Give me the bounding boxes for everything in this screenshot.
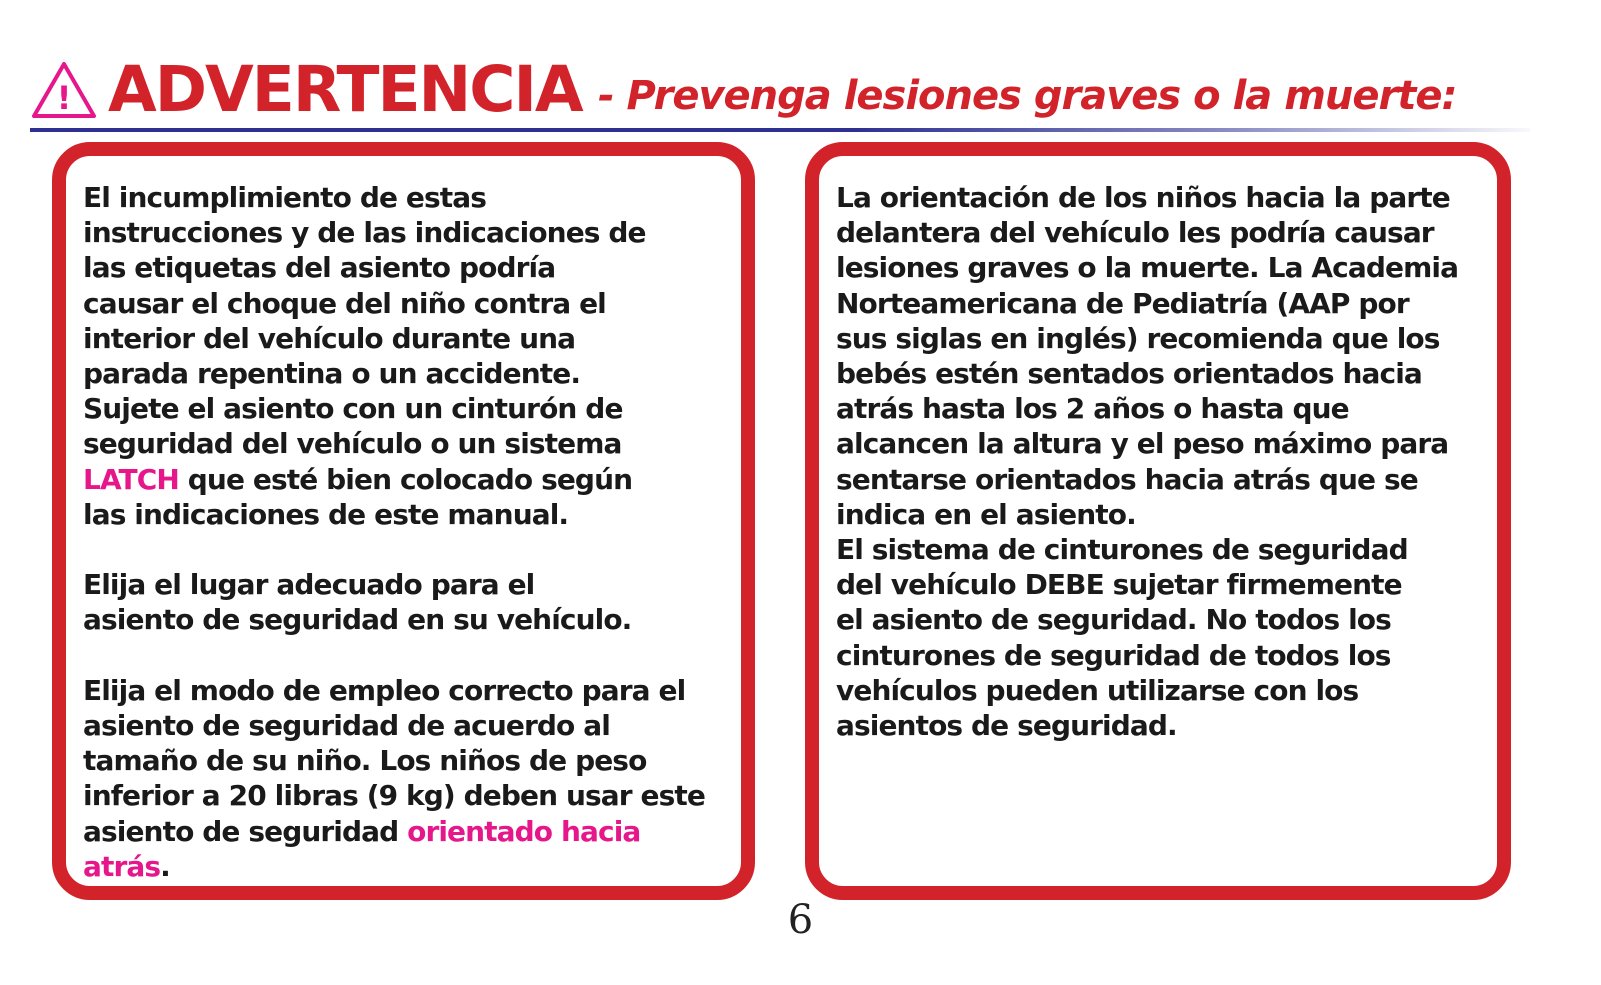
svg-text:!: ! [56,79,72,117]
text-line: instrucciones y de las indicaciones de [83,216,646,250]
warning-panel-right-text [836,180,1493,743]
text-fragment: . [160,849,170,883]
text-line: delantera del vehículo les podría causar [836,216,1434,250]
text-line: Norteamericana de Pediatría (AAP por [836,286,1409,320]
paragraph-installation [83,180,737,532]
text-line: las indicaciones de este manual. [83,497,569,531]
paragraph-orientation [836,180,1493,532]
rear-facing-highlight: orientado hacia [407,814,641,848]
text-line: asiento de seguridad de acuerdo al [83,709,610,743]
text-line: Sujete el asiento con un cinturón de [83,392,623,426]
warning-panel-right [805,142,1511,900]
text-line: causar el choque del niño contra el [83,286,606,320]
text-line: lesiones graves o la muerte. La Academia [836,251,1459,285]
warning-panel-left-text [83,180,737,884]
warning-header [30,53,1570,130]
text-line: inferior a 20 libras (9 kg) deben usar este [83,779,705,813]
text-line: vehículos pueden utilizarse con los [836,673,1359,707]
text-line: del vehículo DEBE sujetar firmemente [836,568,1402,602]
page-number: 6 [787,897,814,943]
text-line: las etiquetas del asiento podría [83,251,556,285]
header-divider [30,128,1530,132]
text-line [83,462,737,497]
rear-facing-highlight: atrás [83,849,161,883]
text-line: asiento de seguridad en su vehículo. [83,603,632,637]
text-line: indica en el asiento. [836,497,1136,531]
text-line [83,849,737,884]
text-line: sus siglas en inglés) recomienda que los [836,321,1440,355]
text-fragment: que esté bien colocado según [178,462,633,496]
text-line: El incumplimiento de estas [83,181,486,214]
paragraph-location [83,567,737,637]
latch-highlight: LATCH [83,462,179,496]
warning-triangle-icon [30,60,98,120]
text-line: seguridad del vehículo o un sistema [83,427,622,461]
paragraph-usage-mode [83,673,737,884]
text-line: tamaño de su niño. Los niños de peso [83,744,647,778]
text-line: el asiento de seguridad. No todos los [836,603,1391,637]
warning-title: ADVERTENCIA [108,53,582,126]
text-line: atrás hasta los 2 años o hasta que [836,392,1349,426]
text-line: bebés estén sentados orientados hacia [836,357,1422,391]
text-line: alcancen la altura y el peso máximo para [836,427,1449,461]
text-line: parada repentina o un accidente. [83,357,581,391]
text-fragment: asiento de seguridad [83,814,408,848]
text-line: Elija el modo de empleo correcto para el [83,673,686,707]
text-line: Elija el lugar adecuado para el [83,568,535,602]
warning-panel-left [52,142,755,900]
text-line: cinturones de seguridad de todos los [836,638,1391,672]
text-line: sentarse orientados hacia atrás que se [836,462,1418,496]
text-line [83,814,737,849]
text-line: interior del vehículo durante una [83,321,576,355]
text-line: asientos de seguridad. [836,709,1177,743]
paragraph-seat-belts [836,532,1493,743]
text-line: La orientación de los niños hacia la parte [836,181,1450,214]
warning-subtitle: - Prevenga lesiones graves o la muerte: [598,73,1457,119]
text-line: El sistema de cinturones de seguridad [836,533,1408,567]
